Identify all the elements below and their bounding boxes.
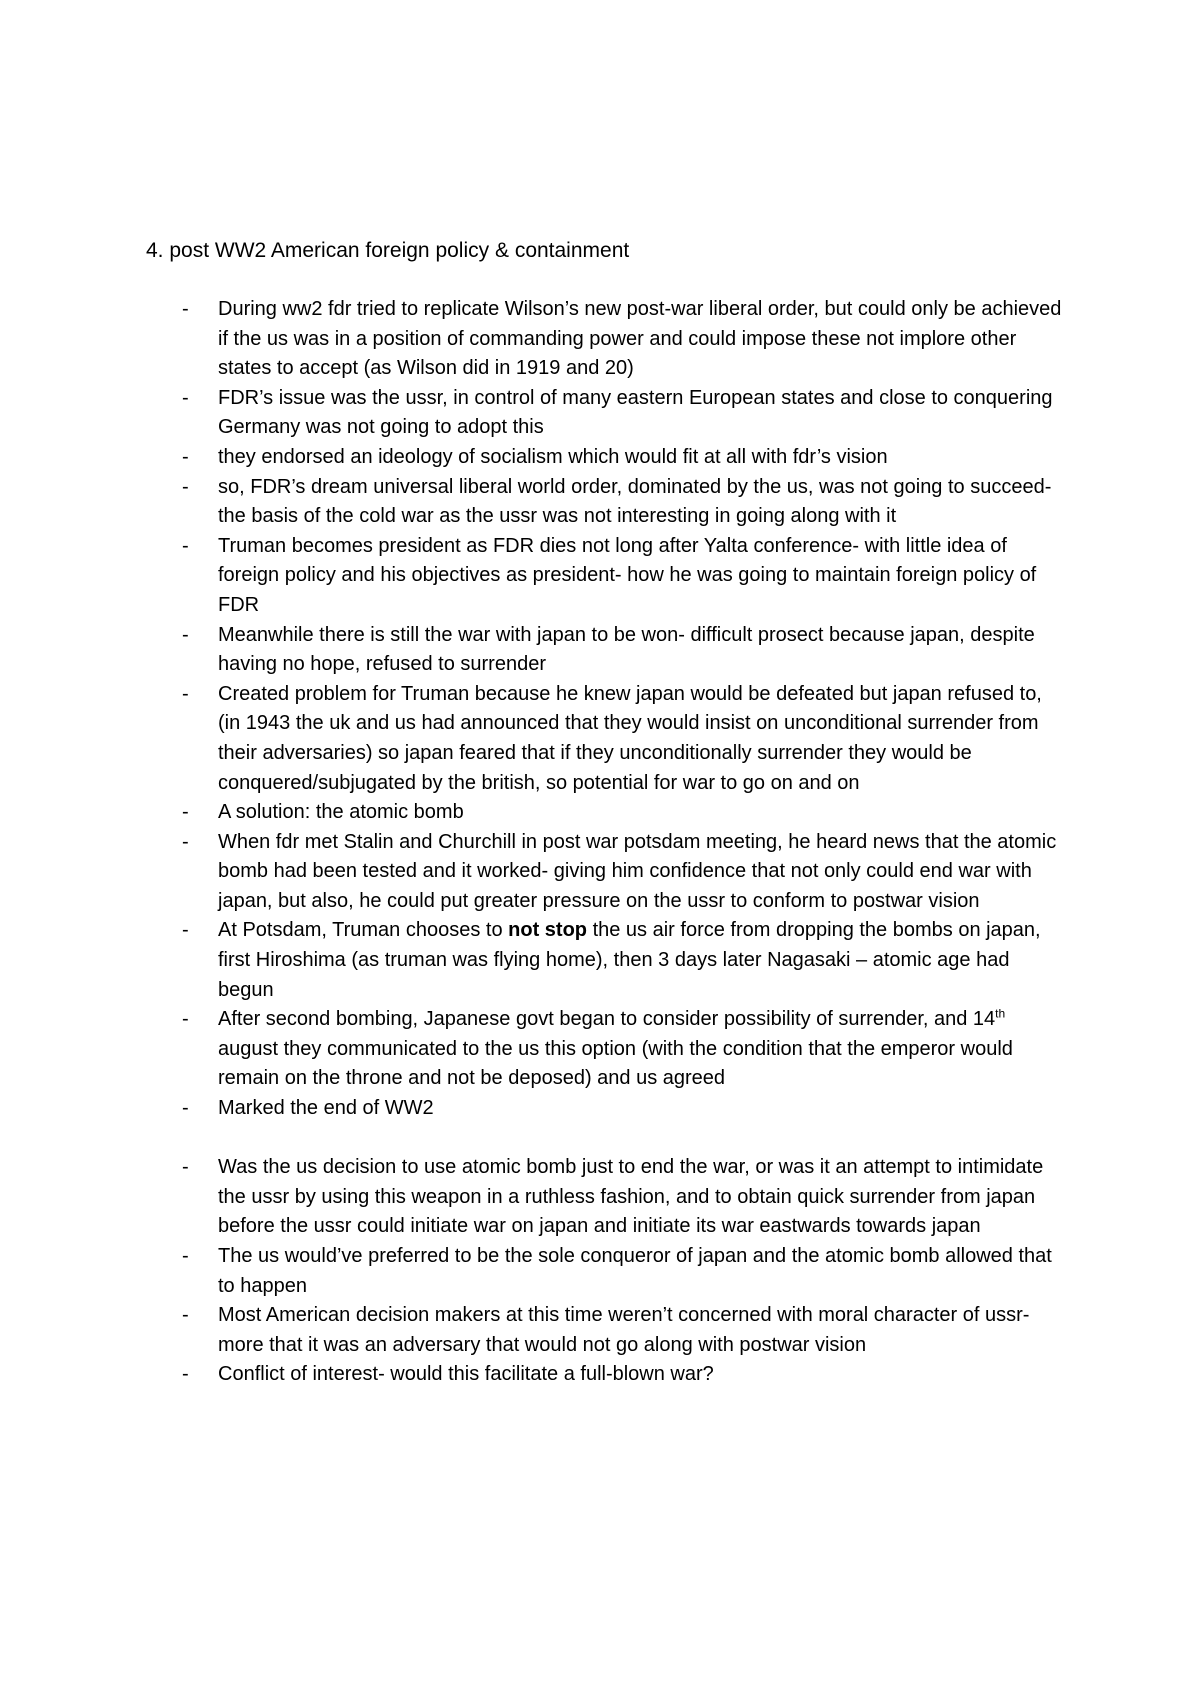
- dash-marker: -: [182, 1363, 189, 1386]
- note-item: [182, 295, 1062, 384]
- note-item: [182, 916, 1062, 1005]
- note-text: During ww2 fdr tried to replicate Wilson’s new post-war liberal order, but could only be achieved if the us was in a position of commanding power and could impose these not implore other states to accept (as Wilson did in 1919 and 20): [218, 298, 1062, 380]
- dash-marker: -: [182, 682, 189, 705]
- note-text: Was the us decision to use atomic bomb just to end the war, or was it an attempt to intimidate the ussr by using this weapon in a ruthless fashion, and to obtain quick surrender from japan before the ussr could initiate war on japan and initiate its war eastwards towards japan: [218, 1156, 1044, 1238]
- note-text-before: After second bombing, Japanese govt began to consider possibility of surrender, and 14: [218, 1008, 996, 1031]
- note-item: [182, 798, 1062, 828]
- blank-line: [182, 1124, 1062, 1154]
- note-text-before: At Potsdam, Truman chooses to: [218, 919, 509, 942]
- note-text: Created problem for Truman because he knew japan would be defeated but japan refused to, (in 1943 the uk and us had announced that they would insist on unconditional surrender from their adversaries) so japan feared that if they unconditionally surrender they would be conquered/subjugated by the british, so potential for war to go on and on: [218, 682, 1042, 794]
- note-item: [182, 532, 1062, 621]
- dash-marker: -: [182, 830, 189, 853]
- dash-marker: -: [182, 623, 189, 646]
- section-heading: 4. post WW2 American foreign policy & containment: [146, 239, 630, 262]
- note-text: Marked the end of WW2: [218, 1097, 434, 1120]
- note-item: [182, 1005, 1062, 1094]
- dash-marker: -: [182, 801, 189, 824]
- dash-marker: -: [182, 1097, 189, 1120]
- note-item: [182, 621, 1062, 680]
- note-text: so, FDR’s dream universal liberal world order, dominated by the us, was not going to succeed- the basis of the cold war as the ussr was not interesting in going along with it: [218, 475, 1052, 528]
- note-text: FDR’s issue was the ussr, in control of many eastern European states and close to conquering Germany was not going to adopt this: [218, 386, 1053, 439]
- note-text: The us would’ve preferred to be the sole conqueror of japan and the atomic bomb allowed that to happen: [218, 1245, 1052, 1297]
- note-text: they endorsed an ideology of socialism which would fit at all with fdr’s vision: [218, 445, 888, 468]
- dash-marker: -: [182, 475, 189, 498]
- note-item: [182, 473, 1062, 532]
- bold-emphasis: not stop: [508, 919, 588, 942]
- dash-marker: -: [182, 1304, 189, 1327]
- note-text: Meanwhile there is still the war with japan to be won- difficult prosect because japan, despite having no hope, refused to surrender: [218, 623, 1035, 676]
- note-item: [182, 1301, 1062, 1360]
- notes-list: [182, 295, 1062, 1390]
- note-text-after: the us air force from dropping the bombs on japan, first Hiroshima (as truman was flying home), then 3 days later Nagasaki – atomic age had begun: [218, 919, 1041, 1001]
- dash-marker: -: [182, 445, 189, 468]
- dash-marker: -: [182, 1008, 189, 1031]
- note-item: [182, 443, 1062, 473]
- note-item: [182, 680, 1062, 798]
- note-item: [182, 384, 1062, 443]
- note-item: [182, 1242, 1062, 1301]
- note-item: [182, 1153, 1062, 1242]
- dash-marker: -: [182, 534, 189, 557]
- dash-marker: -: [182, 1245, 189, 1267]
- note-item: [182, 1360, 1062, 1390]
- note-text: When fdr met Stalin and Churchill in post war potsdam meeting, he heard news that the atomic bomb had been tested and it worked- giving him confidence that not only could end war with japan, but also, he could put greater pressure on the ussr to conform to postwar vision: [218, 830, 1057, 912]
- dash-marker: -: [182, 919, 189, 942]
- dash-marker: -: [182, 298, 189, 320]
- dash-marker: -: [182, 386, 189, 409]
- note-item: [182, 828, 1062, 917]
- ordinal-superscript: th: [995, 1006, 1006, 1021]
- note-item: [182, 1094, 1062, 1124]
- note-text: A solution: the atomic bomb: [218, 801, 464, 824]
- dash-marker: -: [182, 1156, 189, 1179]
- note-text: Most American decision makers at this time weren’t concerned with moral character of ussr- more that it was an adversary that would not go along with postwar vision: [218, 1304, 1030, 1356]
- note-text-after: august they communicated to the us this option (with the condition that the emperor would remain on the throne and not be deposed) and us agreed: [218, 1037, 1013, 1090]
- note-text: Conflict of interest- would this facilitate a full-blown war?: [218, 1363, 714, 1386]
- note-text: Truman becomes president as FDR dies not long after Yalta conference- with little idea of foreign policy and his objectives as president- how he was going to maintain foreign policy of FDR: [218, 534, 1037, 616]
